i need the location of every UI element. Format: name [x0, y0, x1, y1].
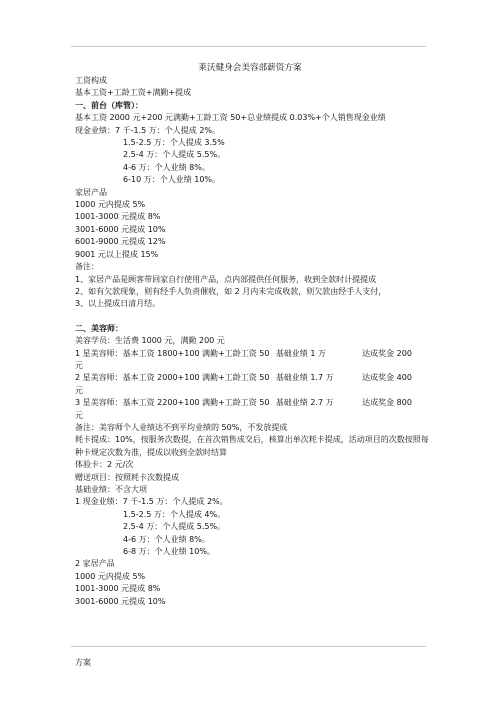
tier-line: 2.5-4 万：个人提成 5.5%。	[123, 150, 226, 160]
body-line: 基本工资+工龄工资+满勤+提成	[75, 88, 192, 98]
tier-line: 4-6 万：个人业绩 8%。	[123, 534, 210, 544]
star-level-bonus: 达成奖金 400	[362, 373, 412, 383]
header-rule	[71, 46, 426, 47]
body-line: 元	[75, 410, 83, 420]
tier-line: 6-10 万：个人业绩 10%。	[123, 175, 221, 185]
body-paragraph: 耗卡提成：10%，按服务次数提，在首次销售成交后，核算出单次耗卡提成，活动项目的次数按照每种卡规定次数为准，提成以收到全款时结算	[75, 435, 429, 457]
commission-line: 9001 元以上提成 15%	[75, 249, 159, 259]
page-footer: 方案	[75, 658, 91, 667]
commission-line: 3001-6000 元提成 10%	[75, 596, 166, 606]
section-heading: 二、美容师：	[75, 323, 123, 333]
star-level-row	[75, 397, 430, 409]
note-line: 3、以上提成日清月结。	[75, 299, 161, 309]
star-level-row	[75, 348, 430, 360]
commission-line: 3001-6000 元提成 10%	[75, 224, 166, 234]
note-line: 2、如有欠款现象，则有经手人负责催收，如 2 月内未完成收款，则欠款由经手人支付，	[75, 286, 387, 296]
subsection-heading: 家居产品	[75, 187, 107, 197]
section-heading: 一、前台（库管）：	[75, 100, 143, 110]
body-line: 元	[75, 360, 83, 370]
star-level-bonus: 达成奖金 200	[362, 348, 412, 358]
star-level-row	[75, 372, 430, 384]
star-level-salary: 1 星美容师：基本工资 1800+100 满勤+工龄工资 50	[75, 348, 270, 358]
tier-line: 1.5-2.5 万：个人提成 4%。	[123, 509, 226, 519]
star-level-base: 基础业绩 1.7 万	[275, 373, 334, 383]
note-line: 1、家居产品是顾客带回家自行使用产品，点内部提供任何服务，收到全款时计提提成	[75, 274, 377, 284]
commission-line: 1000 元内提成 5%	[75, 200, 146, 210]
spacer	[75, 311, 430, 323]
commission-line: 1001-3000 元提成 8%	[75, 212, 161, 222]
body-line: 美容学员：生活费 1000 元，满勤 200 元	[75, 336, 225, 346]
body-line: 元	[75, 385, 83, 395]
star-level-base: 基础业绩 1 万	[275, 348, 326, 358]
star-level-salary: 2 星美容师：基本工资 2000+100 满勤+工龄工资 50	[75, 373, 270, 383]
tier-line: 1.5-2.5 万：个人提成 3.5%	[123, 138, 225, 148]
footer-rule	[71, 646, 426, 647]
body-line: 赠送项目：按照耗卡次数提成	[75, 472, 179, 482]
tier-line: 2.5-4 万：个人提成 5.5%。	[123, 522, 226, 532]
note-heading: 备注：	[75, 262, 99, 272]
commission-line: 6001-9000 元提成 12%	[75, 237, 166, 247]
tier-line: 6-8 万：个人业绩 10%。	[123, 547, 215, 557]
tier-line: 4-6 万：个人业绩 8%。	[123, 162, 210, 172]
star-level-bonus: 达成奖金 800	[362, 398, 412, 408]
commission-line: 1001-3000 元提成 8%	[75, 584, 161, 594]
document-title: 莱沃健身会美容部薪资方案	[198, 63, 302, 73]
note-line: 备注：美容师个人业绩达不到平均业绩的 50%，不发放提成	[75, 422, 288, 432]
commission-line: 1000 元内提成 5%	[75, 571, 146, 581]
body-line: 现金业绩：7 千-1.5 万：个人提成 2%。	[75, 125, 221, 135]
body-line: 体验卡：2 元/次	[75, 460, 134, 470]
numbered-heading: 2 家居产品	[75, 559, 115, 569]
numbered-heading: 1 现金业绩：7 千-1.5 万：个人提成 2%。	[75, 497, 228, 507]
star-level-base: 基础业绩 2.7 万	[275, 398, 334, 408]
star-level-salary: 3 星美容师：基本工资 2200+100 满勤+工龄工资 50	[75, 398, 270, 408]
body-line: 基础业绩：不含大项	[75, 485, 147, 494]
body-line: 基本工资 2000 元+200 元满勤+工龄工资 50+总业绩提成 0.03%+个人销售现金业绩	[75, 113, 386, 123]
document-body	[75, 75, 430, 608]
section-heading: 工资构成	[75, 76, 107, 85]
